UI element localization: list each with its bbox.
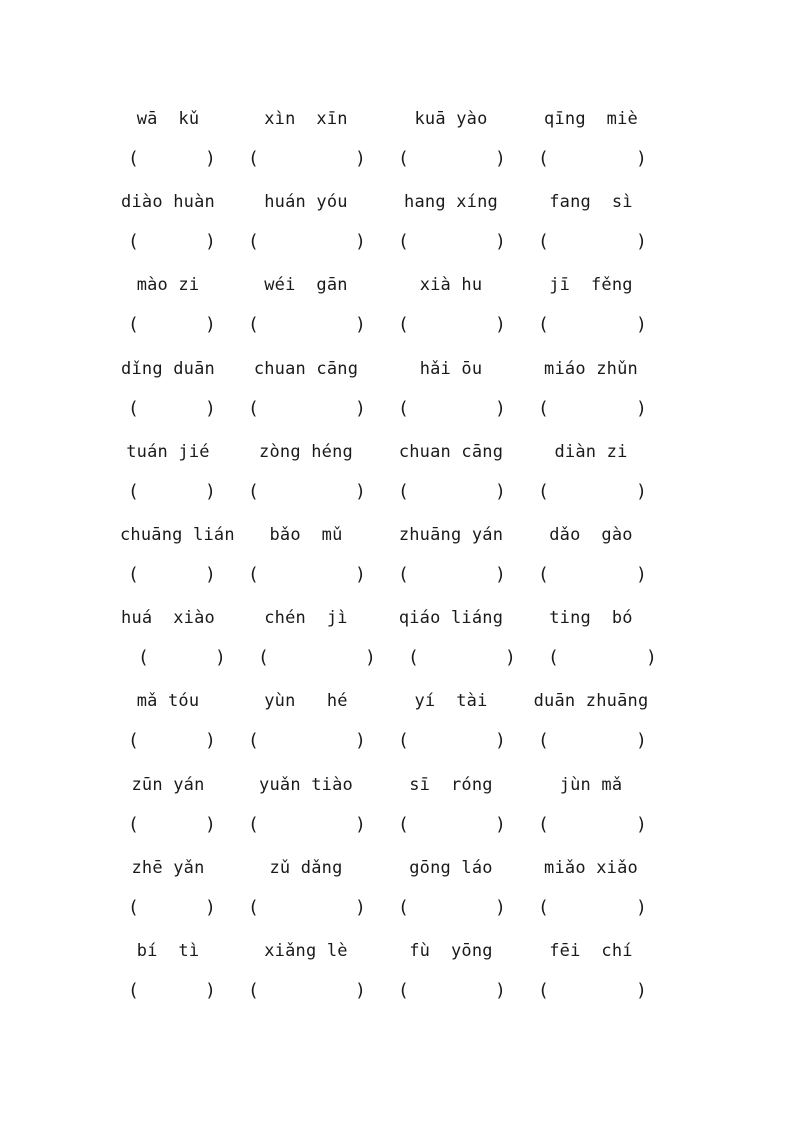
answer-blank-close-paren: )	[205, 314, 216, 336]
answer-blank-row	[0, 896, 793, 920]
answer-blank-close-paren: )	[495, 564, 506, 585]
answer-blank-open-paren: (	[248, 813, 259, 835]
pinyin-word: xià hu	[419, 275, 483, 296]
pinyin-word: fù yōng	[409, 941, 493, 961]
answer-blank-row	[0, 230, 793, 254]
answer-blank-close-paren: )	[355, 730, 366, 752]
answer-blank-open-paren: (	[538, 813, 549, 835]
pinyin-word: chén jì	[264, 608, 348, 629]
answer-blank-close-paren: )	[636, 980, 647, 1001]
pinyin-word: xiǎng lè	[264, 941, 348, 961]
pinyin-word: miáo zhǔn	[544, 358, 638, 379]
answer-blank-open-paren: (	[128, 397, 139, 419]
pinyin-word: yuǎn tiào	[259, 774, 353, 795]
answer-blank-open-paren: (	[248, 730, 259, 752]
answer-blank-open-paren: (	[548, 647, 559, 669]
answer-blank-open-paren: (	[398, 231, 409, 253]
pinyin-word: miǎo xiǎo	[544, 857, 638, 878]
answer-blank-close-paren: )	[355, 564, 366, 585]
answer-blank-close-paren: )	[636, 564, 647, 585]
pinyin-word: yí tài	[414, 691, 488, 712]
answer-blank-open-paren: (	[538, 564, 549, 585]
answer-blank-close-paren: )	[205, 980, 216, 1001]
answer-blank-row	[0, 563, 793, 587]
answer-blank-close-paren: )	[205, 896, 216, 918]
answer-blank-row	[0, 813, 793, 837]
pinyin-row	[0, 939, 793, 963]
pinyin-word: chuan cāng	[253, 358, 359, 379]
pinyin-word: mào zi	[136, 275, 200, 296]
answer-blank-close-paren: )	[355, 980, 366, 1001]
answer-blank-close-paren: )	[646, 647, 657, 669]
pinyin-word: diàn zi	[554, 441, 628, 462]
pinyin-row	[0, 190, 793, 214]
answer-blank-close-paren: )	[636, 148, 647, 169]
answer-blank-open-paren: (	[248, 148, 259, 169]
answer-blank-row	[0, 397, 793, 421]
answer-blank-row	[0, 979, 793, 1003]
answer-blank-close-paren: )	[355, 397, 366, 419]
answer-blank-close-paren: )	[355, 231, 366, 253]
answer-blank-open-paren: (	[248, 397, 259, 419]
answer-blank-close-paren: )	[215, 647, 226, 669]
answer-blank-close-paren: )	[636, 480, 647, 502]
answer-blank-open-paren: (	[128, 231, 139, 253]
pinyin-word: gōng láo	[409, 857, 493, 878]
pinyin-word: hǎi ōu	[419, 358, 483, 379]
pinyin-row	[0, 856, 793, 880]
answer-blank-open-paren: (	[408, 647, 419, 669]
answer-blank-open-paren: (	[538, 896, 549, 918]
pinyin-word: wā kǔ	[136, 109, 200, 129]
pinyin-word: fēi chí	[549, 941, 633, 961]
answer-blank-row	[0, 729, 793, 753]
answer-blank-close-paren: )	[636, 813, 647, 835]
answer-blank-open-paren: (	[248, 564, 259, 585]
answer-blank-close-paren: )	[495, 730, 506, 752]
answer-blank-open-paren: (	[128, 480, 139, 502]
answer-blank-row	[0, 646, 793, 670]
pinyin-word: jī fěng	[549, 275, 633, 296]
pinyin-row	[0, 689, 793, 713]
answer-blank-close-paren: )	[205, 564, 216, 585]
pinyin-word: huán yóu	[264, 192, 348, 213]
pinyin-row	[0, 273, 793, 297]
pinyin-word: zhuāng yán	[398, 525, 504, 545]
pinyin-row	[0, 440, 793, 464]
answer-blank-open-paren: (	[248, 980, 259, 1001]
answer-blank-row	[0, 480, 793, 504]
pinyin-word: qiáo liáng	[398, 608, 504, 629]
answer-blank-close-paren: )	[205, 148, 216, 169]
answer-blank-open-paren: (	[398, 397, 409, 419]
answer-blank-open-paren: (	[128, 314, 139, 336]
answer-blank-close-paren: )	[505, 647, 516, 669]
answer-blank-close-paren: )	[636, 896, 647, 918]
pinyin-word: huá xiào	[121, 608, 215, 629]
pinyin-word: zūn yán	[131, 774, 205, 795]
answer-blank-close-paren: )	[365, 647, 376, 669]
answer-blank-close-paren: )	[205, 813, 216, 835]
pinyin-word: wéi gān	[264, 275, 348, 296]
pinyin-row	[0, 606, 793, 630]
answer-blank-close-paren: )	[495, 314, 506, 336]
pinyin-word: diào huàn	[121, 192, 215, 213]
answer-blank-close-paren: )	[495, 148, 506, 169]
answer-blank-open-paren: (	[538, 980, 549, 1001]
pinyin-word: sī róng	[409, 774, 493, 795]
answer-blank-close-paren: )	[495, 231, 506, 253]
pinyin-word: dǎo gào	[549, 525, 633, 545]
answer-blank-close-paren: )	[636, 314, 647, 336]
pinyin-word: zǔ dǎng	[269, 857, 343, 878]
answer-blank-open-paren: (	[538, 148, 549, 169]
answer-blank-close-paren: )	[636, 231, 647, 253]
pinyin-word: zhē yǎn	[131, 857, 205, 878]
answer-blank-open-paren: (	[538, 231, 549, 253]
pinyin-row	[0, 357, 793, 381]
pinyin-word: kuā yào	[414, 109, 488, 129]
answer-blank-close-paren: )	[355, 480, 366, 502]
answer-blank-open-paren: (	[128, 148, 139, 169]
answer-blank-open-paren: (	[538, 397, 549, 419]
pinyin-word: dǐng duān	[121, 358, 215, 379]
answer-blank-open-paren: (	[538, 730, 549, 752]
pinyin-word: ting bó	[549, 608, 633, 629]
answer-blank-open-paren: (	[248, 231, 259, 253]
pinyin-word: qīng miè	[544, 109, 638, 129]
answer-blank-open-paren: (	[398, 564, 409, 585]
answer-blank-close-paren: )	[205, 480, 216, 502]
pinyin-word: chuāng lián	[120, 525, 235, 545]
answer-blank-open-paren: (	[128, 730, 139, 752]
answer-blank-open-paren: (	[128, 813, 139, 835]
answer-blank-close-paren: )	[355, 148, 366, 169]
answer-blank-open-paren: (	[398, 980, 409, 1001]
pinyin-word: fang sì	[549, 192, 633, 213]
answer-blank-open-paren: (	[538, 480, 549, 502]
pinyin-word: xìn xīn	[264, 109, 348, 129]
answer-blank-close-paren: )	[495, 980, 506, 1001]
answer-blank-open-paren: (	[398, 480, 409, 502]
pinyin-row	[0, 773, 793, 797]
answer-blank-row	[0, 147, 793, 171]
answer-blank-open-paren: (	[248, 480, 259, 502]
pinyin-row	[0, 523, 793, 547]
pinyin-word: zòng héng	[259, 441, 353, 462]
answer-blank-open-paren: (	[258, 647, 269, 669]
answer-blank-close-paren: )	[205, 397, 216, 419]
answer-blank-close-paren: )	[495, 813, 506, 835]
pinyin-word: tuán jié	[126, 441, 210, 462]
pinyin-word: jùn mǎ	[559, 774, 623, 795]
pinyin-word: duān zhuāng	[533, 691, 649, 712]
answer-blank-open-paren: (	[398, 148, 409, 169]
pinyin-word: bí tì	[136, 941, 200, 961]
answer-blank-close-paren: )	[355, 813, 366, 835]
answer-blank-open-paren: (	[128, 980, 139, 1001]
answer-blank-open-paren: (	[128, 896, 139, 918]
answer-blank-open-paren: (	[398, 730, 409, 752]
answer-blank-open-paren: (	[398, 314, 409, 336]
answer-blank-open-paren: (	[128, 564, 139, 585]
answer-blank-open-paren: (	[248, 314, 259, 336]
answer-blank-close-paren: )	[495, 896, 506, 918]
answer-blank-open-paren: (	[398, 813, 409, 835]
answer-blank-row	[0, 313, 793, 337]
answer-blank-close-paren: )	[355, 896, 366, 918]
answer-blank-open-paren: (	[248, 896, 259, 918]
answer-blank-open-paren: (	[398, 896, 409, 918]
pinyin-row	[0, 107, 793, 131]
answer-blank-open-paren: (	[138, 647, 149, 669]
pinyin-word: chuan cāng	[398, 441, 504, 462]
pinyin-word: mǎ tóu	[136, 691, 200, 712]
answer-blank-open-paren: (	[538, 314, 549, 336]
answer-blank-close-paren: )	[355, 314, 366, 336]
answer-blank-close-paren: )	[495, 480, 506, 502]
answer-blank-close-paren: )	[636, 397, 647, 419]
pinyin-word: yùn hé	[264, 691, 348, 712]
answer-blank-close-paren: )	[205, 231, 216, 253]
answer-blank-close-paren: )	[636, 730, 647, 752]
answer-blank-close-paren: )	[495, 397, 506, 419]
answer-blank-close-paren: )	[205, 730, 216, 752]
pinyin-word: hang xíng	[404, 192, 498, 213]
pinyin-word: bǎo mǔ	[269, 525, 343, 545]
